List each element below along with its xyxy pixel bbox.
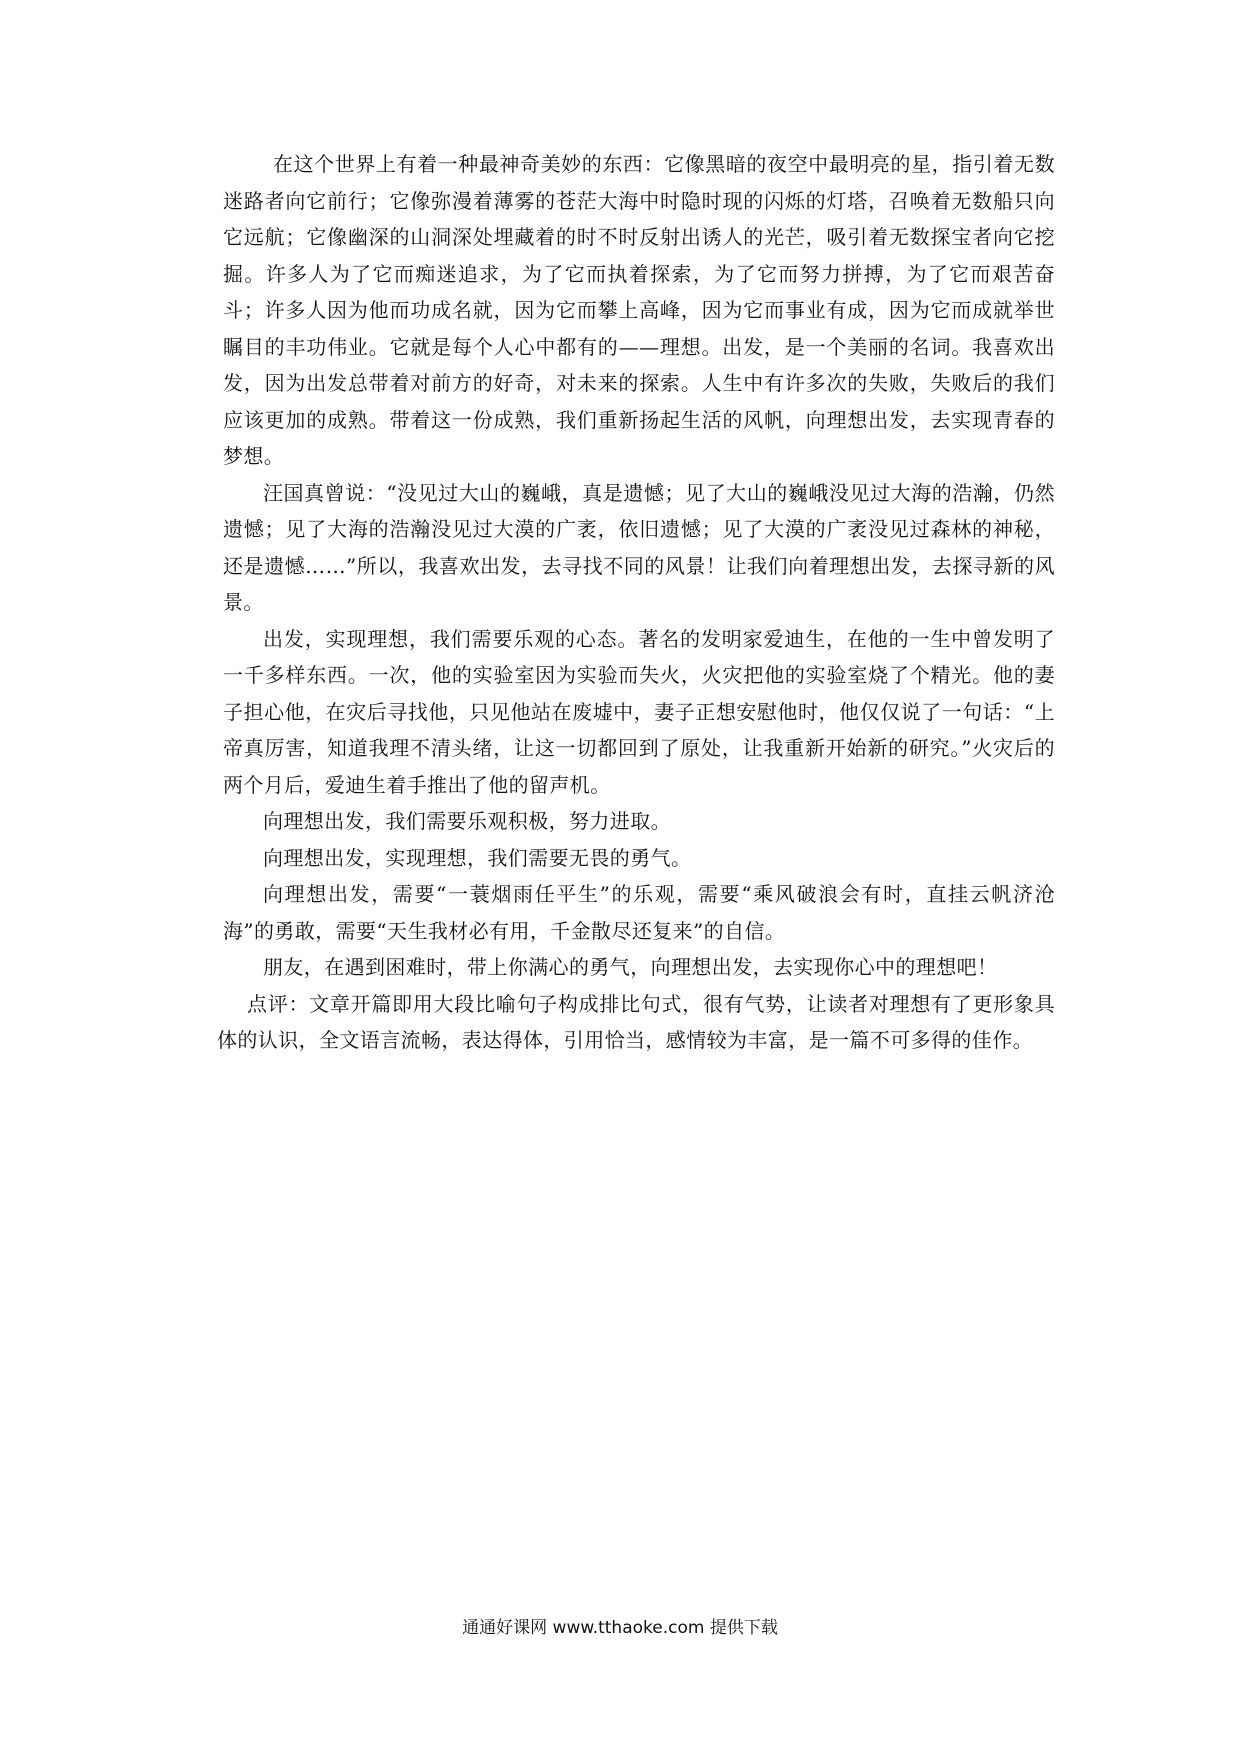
essay-body	[217, 146, 1055, 1059]
essay-paragraph-6: 向理想出发，需要“一蓑烟雨任平生”的乐观，需要“乘风破浪会有时，直挂云帆济沧海”的勇敢，需要“天生我材必有用，千金散尽还复来”的自信。	[223, 882, 1055, 943]
essay-paragraph-3: 出发，实现理想，我们需要乐观的心态。著名的发明家爱迪生，在他的一生中曾发明了一千多样东西。一次，他的实验室因为实验而失火，火灾把他的实验室烧了个精光。他的妻子担心他，在灾后寻找他，只见他站在废墟中，妻子正想安慰他时，他仅仅说了一句话：“上帝真厉害，知道我理不清头绪，让这一切都回到了原处，让我重新开始新的研究。”火灾后的两个月后，爱迪生着手推出了他的留声机。	[223, 626, 1055, 797]
essay-paragraph-5: 向理想出发，实现理想，我们需要无畏的勇气。	[263, 845, 692, 870]
essay-paragraph-4: 向理想出发，我们需要乐观积极，努力进取。	[263, 809, 671, 833]
essay-paragraph-2: 汪国真曾说：“没见过大山的巍峨，真是遗憾；见了大山的巍峨没见过大海的浩瀚，仍然遗憾；见了大海的浩瀚没见过大漠的广袤，依旧遗憾；见了大漠的广袤没见过森林的神秘，还是遗憾……”所以，我喜欢出发，去寻找不同的风景！让我们向着理想出发，去探寻新的风景。	[223, 480, 1055, 614]
teacher-comment: 点评：文章开篇即用大段比喻句子构成排比句式，很有气势，让读者对理想有了更形象具体的认识，全文语言流畅，表达得体，引用恰当，感情较为丰富，是一篇不可多得的佳作。	[217, 991, 1055, 1052]
essay-paragraph-1: 在这个世界上有着一种最神奇美妙的东西：它像黑暗的夜空中最明亮的星，指引着无数迷路者向它前行；它像弥漫着薄雾的苍茫大海中时隐时现的闪烁的灯塔，召唤着无数船只向它远航；它像幽深的山洞深处埋藏着的时不时反射出诱人的光芒，吸引着无数探宝者向它挖掘。许多人为了它而痴迷追求，为了它而执着探索，为了它而努力拼搏，为了它而艰苦奋斗；许多人因为他而功成名就，因为它而攀上高峰，因为它而事业有成，因为它而成就举世瞩目的丰功伟业。它就是每个人心中都有的——理想。出发，是一个美丽的名词。我喜欢出发，因为出发总带着对前方的好奇，对未来的探索。人生中有许多次的失败，失败后的我们应该更加的成熟。带着这一份成熟，我们重新扬起生活的风帆，向理想出发，去实现青春的梦想。	[223, 152, 1055, 468]
essay-paragraph-7: 朋友，在遇到困难时，带上你满心的勇气，向理想出发，去实现你心中的理想吧！	[263, 955, 998, 979]
page-footer: 通通好课网 www.tthaoke.com 提供下载	[462, 1618, 778, 1638]
